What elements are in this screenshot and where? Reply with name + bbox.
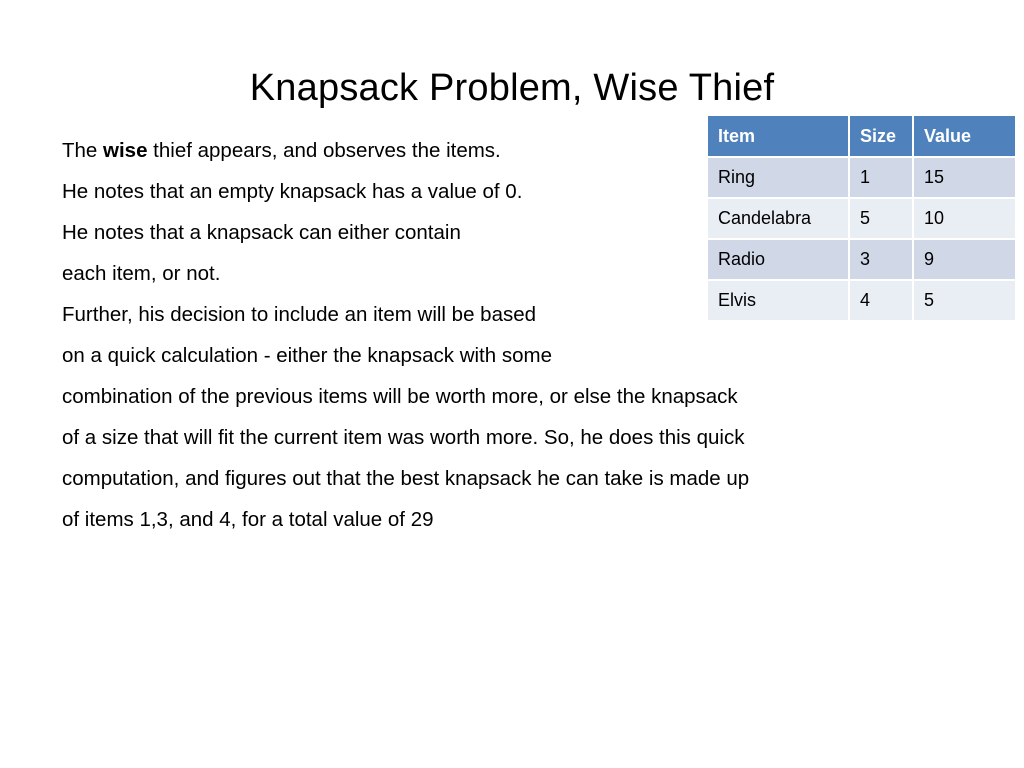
body-line-8: of a size that will fit the current item was worth more. So, he does this quick (62, 426, 745, 449)
body-line-2: He notes that an empty knapsack has a value of 0. (62, 180, 523, 203)
cell-size: 4 (849, 280, 913, 321)
header-size: Size (849, 116, 913, 157)
body-line-5: Further, his decision to include an item will be based (62, 303, 537, 326)
body-line-9: computation, and figures out that the best knapsack he can take is made up (62, 467, 750, 490)
table-row (708, 198, 1015, 239)
header-item: Item (708, 116, 849, 157)
body-line-1-pre: The (62, 139, 104, 162)
table-row (708, 239, 1015, 280)
body-line-6: on a quick calculation - either the knapsack with some (62, 344, 552, 367)
table-header-row (708, 116, 1015, 157)
table-row (708, 157, 1015, 198)
body-line-10: of items 1,3, and 4, for a total value of 29 (62, 508, 434, 531)
cell-size: 3 (849, 239, 913, 280)
cell-value: 5 (913, 280, 1015, 321)
cell-item: Candelabra (708, 198, 849, 239)
body-line-1-bold: wise (103, 139, 148, 162)
items-table (708, 116, 1015, 322)
body-line-7: combination of the previous items will be worth more, or else the knapsack (62, 385, 738, 408)
body-line-4: each item, or not. (62, 262, 221, 285)
cell-value: 15 (913, 157, 1015, 198)
cell-item: Elvis (708, 280, 849, 321)
cell-item: Ring (708, 157, 849, 198)
table-row (708, 280, 1015, 321)
body-line-1-post: thief appears, and observes the items. (147, 139, 501, 162)
slide-title: Knapsack Problem, Wise Thief (249, 67, 775, 110)
cell-size: 1 (849, 157, 913, 198)
cell-item: Radio (708, 239, 849, 280)
cell-size: 5 (849, 198, 913, 239)
cell-value: 9 (913, 239, 1015, 280)
body-line-3: He notes that a knapsack can either contain (62, 221, 461, 244)
cell-value: 10 (913, 198, 1015, 239)
header-value: Value (913, 116, 1015, 157)
